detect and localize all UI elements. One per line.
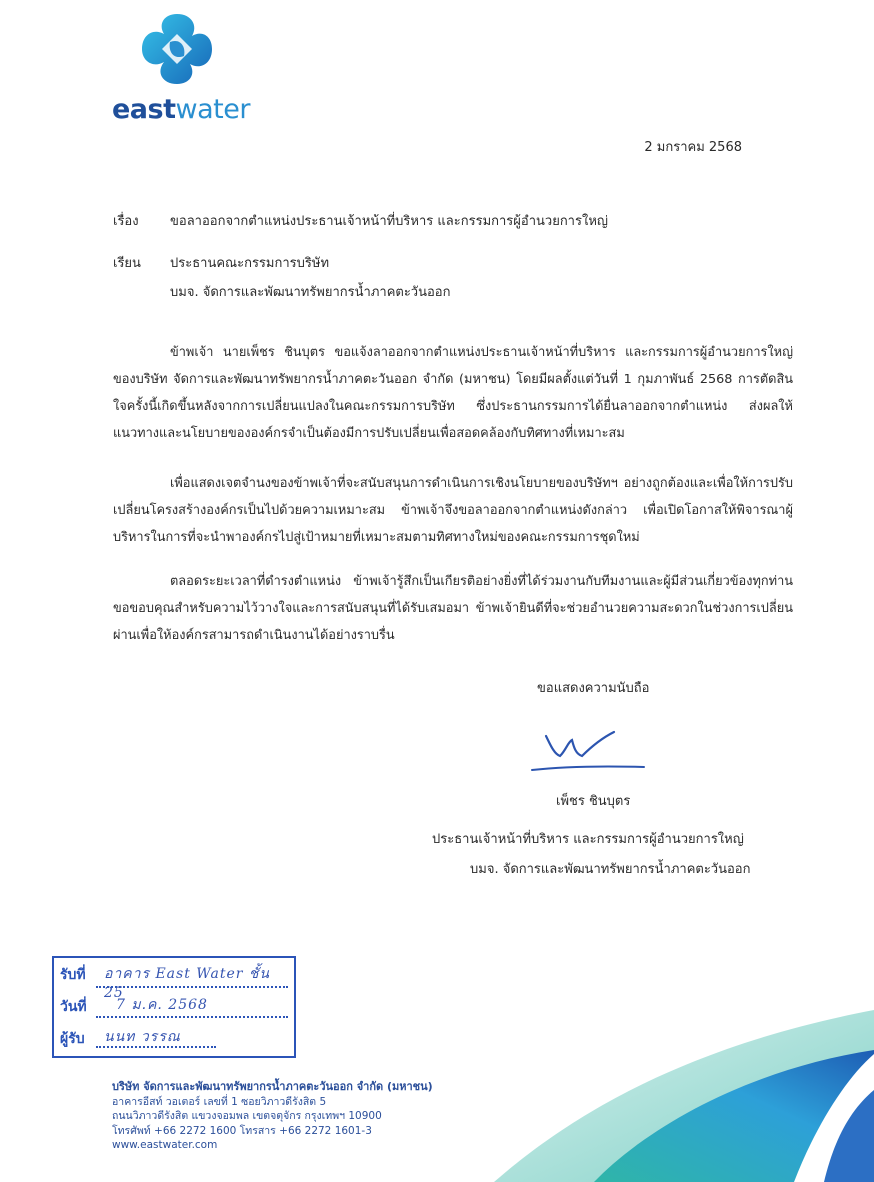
eastwater-wordmark: eastwater [112, 94, 250, 125]
footer-company-name: บริษัท จัดการและพัฒนาทรัพยากรน้ำภาคตะวันออก จำกัด (มหาชน) [112, 1080, 433, 1093]
footer-address-line-2: ถนนวิภาวดีรังสิต แขวงจอมพล เขตจตุจักร กรุงเทพฯ 10900 [112, 1110, 382, 1122]
stamp-dotted-line [96, 1016, 288, 1018]
signer-position: ประธานเจ้าหน้าที่บริหาร และกรรมการผู้อำนวยการใหญ่ [432, 832, 744, 847]
stamp-date-handwritten: 7 ม.ค. 2568 [116, 997, 208, 1013]
stamp-date-label: วันที่ [60, 999, 87, 1015]
subject-text: ขอลาออกจากตำแหน่งประธานเจ้าหน้าที่บริหาร และกรรมการผู้อำนวยการใหญ่ [170, 214, 608, 229]
letter-date: 2 มกราคม 2568 [644, 140, 742, 155]
closing-line: ขอแสดงความนับถือ [537, 681, 650, 696]
decorative-wave [494, 1010, 874, 1182]
body-paragraph-3: ตลอดระยะเวลาที่ดำรงตำแหน่ง ข้าพเจ้ารู้สึกเป็นเกียรติอย่างยิ่งที่ได้ร่วมงานกับทีมงานและผู้มีส่วนเกี่ยวข้องทุกท่าน ขอขอบคุณสำหรับความไว้วางใจและการสนับสนุนที่ได้รับเสมอมา ข้าพเจ้ายินดีที่จะช่วยอำนวยความสะดวกในช่วงการเปลี่ยนผ่านเพื่อให้องค์กรสามารถดำเนินงานได้อย่างราบรื่น [113, 574, 793, 643]
subject-label: เรื่อง [113, 214, 139, 229]
stamp-received-at-label: รับที่ [60, 967, 86, 983]
footer-website: www.eastwater.com [112, 1139, 218, 1151]
footer-address [112, 1080, 433, 1153]
stamp-receiver-label: ผู้รับ [60, 1031, 85, 1047]
signer-company: บมจ. จัดการและพัฒนาทรัพยากรน้ำภาคตะวันออก [470, 862, 751, 877]
footer-address-line-1: อาคารอีสท์ วอเตอร์ เลขที่ 1 ซอยวิภาวดีรังสิต 5 [112, 1095, 327, 1108]
to-label: เรียน [113, 256, 141, 271]
recipient-line-2: บมจ. จัดการและพัฒนาทรัพยากรน้ำภาคตะวันออก [170, 285, 451, 300]
handwritten-signature [528, 726, 648, 776]
received-stamp [52, 956, 296, 1058]
body-paragraph-1: ข้าพเจ้า นายเพ็ชร ชินบุตร ขอแจ้งลาออกจากตำแหน่งประธานเจ้าหน้าที่บริหาร และกรรมการผู้อำนวยการใหญ่ ของบริษัท จัดการและพัฒนาทรัพยากรน้ำภาคตะวันออก จำกัด (มหาชน) โดยมีผลตั้งแต่วันที่ 1 กุมภาพันธ์ 2568 การตัดสินใจครั้งนี้เกิดขึ้นหลังจากการเปลี่ยนแปลงในคณะกรรมการบริษัท ซึ่งประธานกรรมการได้ยื่นลาออกจากตำแหน่ง ส่งผลให้แนวทางและนโยบายขององค์กรจำเป็นต้องมีการปรับเปลี่ยนเพื่อสอดคล้องกับทิศทางที่เหมาะสม [113, 345, 793, 441]
stamp-received-at-handwritten: อาคาร East Water ชั้น 25 [104, 966, 270, 1001]
body-paragraph-2: เพื่อแสดงเจตจำนงของข้าพเจ้าที่จะสนับสนุนการดำเนินการเชิงนโยบายของบริษัทฯ อย่างถูกต้องและเพื่อให้การปรับเปลี่ยนโครงสร้างองค์กรเป็นไปด้วยความเหมาะสม ข้าพเจ้าจึงขอลาออกจากตำแหน่งดังกล่าว เพื่อเปิดโอกาสให้พิจารณาผู้บริหารในการที่จะนำพาองค์กรไปสู่เป้าหมายที่เหมาะสมตามทิศทางใหม่ของคณะกรรมการชุดใหม่ [113, 476, 793, 545]
footer-phone: โทรศัพท์ +66 2272 1600 โทรสาร +66 2272 1601-3 [112, 1124, 372, 1137]
eastwater-emblem-icon [140, 12, 214, 86]
stamp-receiver-handwritten: นนท วรรณ [104, 1029, 181, 1045]
recipient-line-1: ประธานคณะกรรมการบริษัท [170, 256, 330, 271]
eastwater-logo [112, 12, 250, 125]
signer-name: เพ็ชร ชินบุตร [556, 794, 631, 809]
